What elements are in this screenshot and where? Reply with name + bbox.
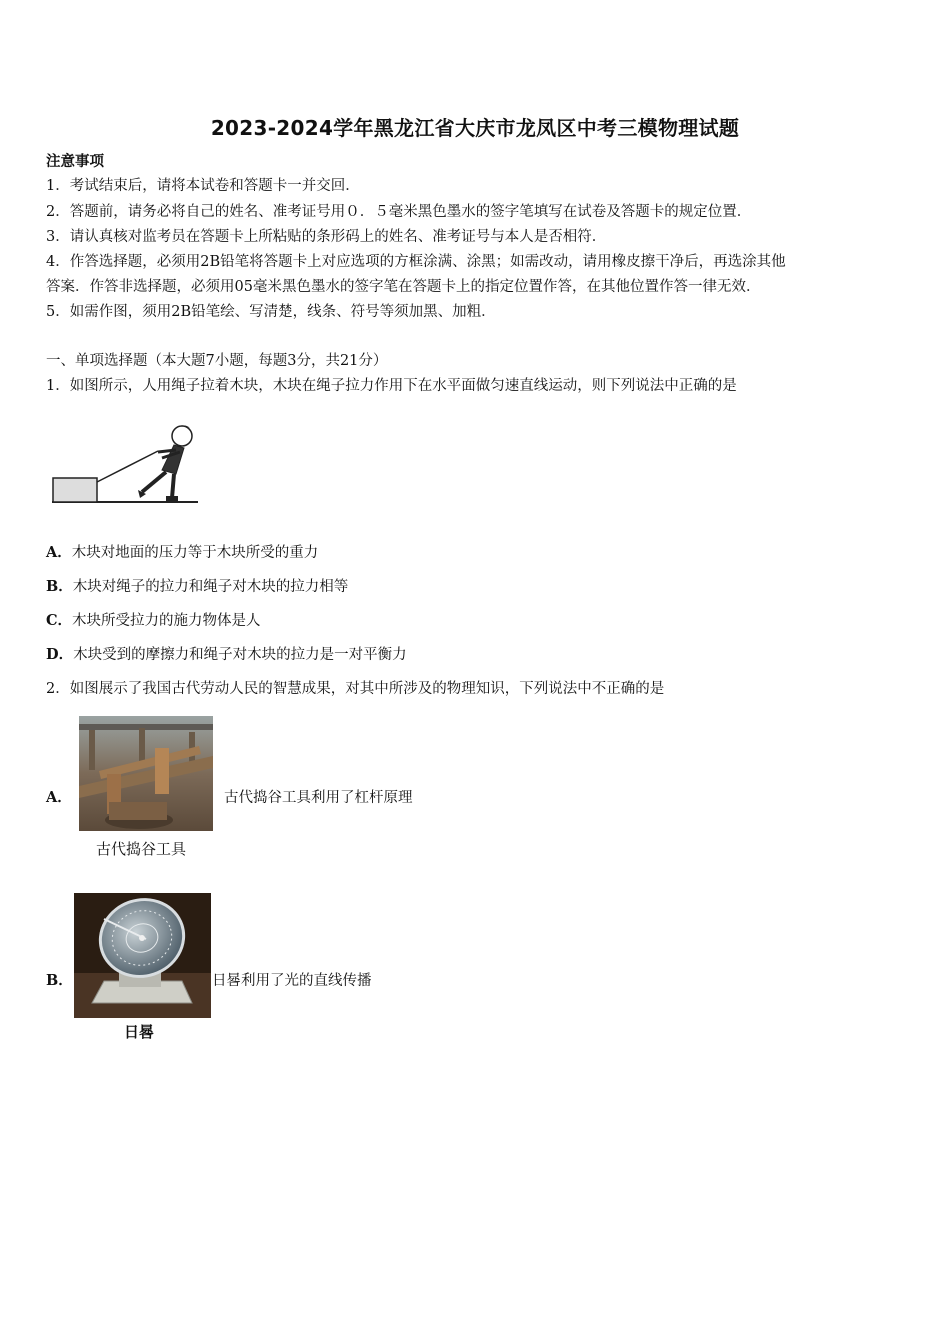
option-letter: A． xyxy=(46,544,72,561)
boy-pulling-block-figure xyxy=(50,418,200,506)
option-b[interactable] xyxy=(46,577,348,597)
notice-item: 答案．作答非选择题，必须用05毫米黑色墨水的签字笔在答题卡上的指定位置作答，在其他位置作答一律无效． xyxy=(46,279,761,295)
option-letter: B． xyxy=(46,972,73,989)
pestle-tool-photo xyxy=(79,716,213,831)
option-text: 木块所受拉力的施力物体是人 xyxy=(72,613,261,629)
option-a[interactable] xyxy=(46,543,318,563)
option-letter: B． xyxy=(46,578,73,595)
notice-item: 2．答题前，请务必将自己的姓名、准考证号用０．５毫米黑色墨水的签字笔填写在试卷及答题卡的规定位置． xyxy=(46,204,752,220)
notice-heading: 注意事项 xyxy=(46,153,104,170)
page-title: 2023-2024学年黑龙江省大庆市龙凤区中考三模物理试题 xyxy=(210,116,740,140)
sundial-photo xyxy=(74,893,211,1018)
section-heading: 一、单项选择题（本大题7小题，每题3分，共21分） xyxy=(46,353,388,369)
option-b-text[interactable]: 日晷利用了光的直线传播 xyxy=(212,973,372,989)
notice-item: 5．如需作图，须用2B铅笔绘、写清楚，线条、符号等须加黑、加粗． xyxy=(46,304,496,320)
notice-item: 4．作答选择题，必须用2B铅笔将答题卡上对应选项的方框涂满、涂黑；如需改动，请用橡皮擦干净后，再选涂其他 xyxy=(46,254,786,270)
option-d[interactable] xyxy=(46,645,407,665)
notice-item: 3．请认真核对监考员在答题卡上所粘贴的条形码上的姓名、准考证号与本人是否相符． xyxy=(46,229,607,245)
option-a-text[interactable]: 古代捣谷工具利用了杠杆原理 xyxy=(224,790,413,806)
option-c[interactable] xyxy=(46,611,261,631)
figure-caption: 日晷 xyxy=(124,1023,155,1041)
figure-caption: 古代捣谷工具 xyxy=(96,840,187,858)
option-text: 木块对地面的压力等于木块所受的重力 xyxy=(71,545,319,561)
option-text: 木块对绳子的拉力和绳子对木块的拉力相等 xyxy=(72,579,349,595)
option-letter: C． xyxy=(46,612,73,629)
question-2-stem: 2．如图展示了我国古代劳动人民的智慧成果，对其中所涉及的物理知识，下列说法中不正确的是 xyxy=(46,681,665,697)
question-1-stem: 1．如图所示，人用绳子拉着木块，木块在绳子拉力作用下在水平面做匀速直线运动，则下列说法中正确的是 xyxy=(46,378,737,394)
option-letter: D． xyxy=(46,646,74,663)
notice-item: 1．考试结束后，请将本试卷和答题卡一并交回． xyxy=(46,178,360,194)
option-letter: A． xyxy=(46,789,72,806)
option-text: 木块受到的摩擦力和绳子对木块的拉力是一对平衡力 xyxy=(73,647,407,663)
